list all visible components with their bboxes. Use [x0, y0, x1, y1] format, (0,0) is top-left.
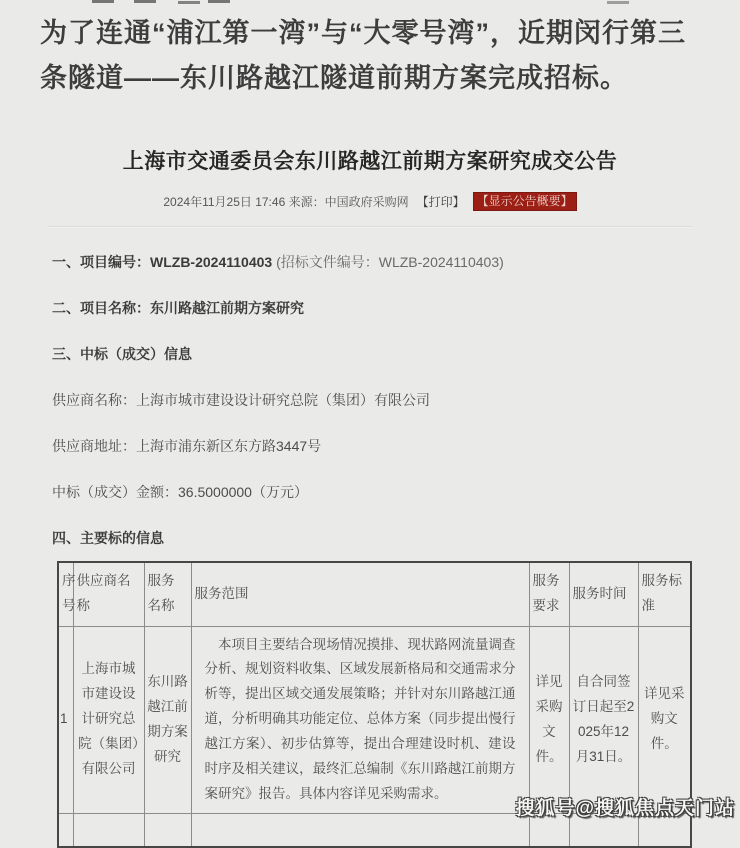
supplier-address-line: 供应商地址：上海市浦东新区东方路3447号 [52, 438, 322, 454]
watermark: 搜狐号@搜狐焦点天门站 [515, 798, 735, 819]
cell-standard: 详见采购文件。 [638, 626, 691, 814]
cell-time: 自合同签订日起至2025年12月31日。 [569, 626, 638, 814]
col-standard: 服务标准 [638, 562, 691, 626]
divider [48, 226, 692, 227]
cell-seq: 1 [58, 626, 73, 814]
meta-line [0, 192, 740, 211]
col-scope: 服务范围 [191, 562, 529, 626]
empty-cell [73, 814, 144, 847]
col-requirement: 服务要求 [529, 562, 569, 626]
col-seq: 序号 [58, 562, 73, 626]
table-row [58, 626, 691, 814]
col-supplier: 供应商名称 [73, 562, 144, 626]
section-main-subject-heading: 四、主要标的信息 [52, 530, 164, 546]
intro-paragraph: 为了连通“浦江第一湾”与“大零号湾”，近期闵行第三条隧道——东川路越江隧道前期方案完成招标。 [40, 18, 686, 93]
award-amount-line: 中标（成交）金额：36.5000000（万元） [52, 484, 308, 500]
announcement-title: 上海市交通委员会东川路越江前期方案研究成交公告 [122, 150, 618, 173]
meta-datetime-source: 2024年11月25日 17:46 来源：中国政府采购网 [163, 195, 409, 209]
section-award-info-heading: 三、中标（成交）信息 [52, 346, 192, 362]
table-header-row [58, 562, 691, 626]
cell-requirement: 详见采购文件。 [529, 626, 569, 814]
print-button[interactable]: 【打印】 [416, 195, 465, 209]
section-project-name: 二、项目名称：东川路越江前期方案研究 [52, 300, 304, 316]
project-number-value: WLZB-2024110403 [150, 254, 273, 270]
col-service-name: 服务名称 [144, 562, 191, 626]
cell-scope: 本项目主要结合现场情况摸排、现状路网流量调查分析、规划资料收集、区域发展新格局和交通需求分析等，提出区域交通发展策略；并针对东川路越江通道，分析明确其功能定位、总体方案（同步提出慢行越江方案）、初步估算等，提出合理建设时机、建设时序及相关建议，最终汇总编制《东川路越江前期方案研究》报告。具体内容详见采购需求。 [191, 626, 529, 814]
show-summary-button[interactable]: 【显示公告概要】 [473, 192, 577, 211]
section-project-number [52, 254, 710, 271]
empty-cell [191, 814, 529, 847]
empty-cell [58, 814, 73, 847]
col-time: 服务时间 [569, 562, 638, 626]
project-number-label: 一、项目编号： [52, 254, 150, 270]
project-number-extra: (招标文件编号：WLZB-2024110403) [276, 254, 504, 270]
cropped-text-artifact [92, 0, 114, 3]
cell-supplier: 上海市城市建设设计研究总院（集团）有限公司 [73, 626, 144, 814]
empty-cell [144, 814, 191, 847]
supplier-name-line: 供应商名称：上海市城市建设设计研究总院（集团）有限公司 [52, 392, 430, 408]
cell-service-name: 东川路越江前期方案研究 [144, 626, 191, 814]
